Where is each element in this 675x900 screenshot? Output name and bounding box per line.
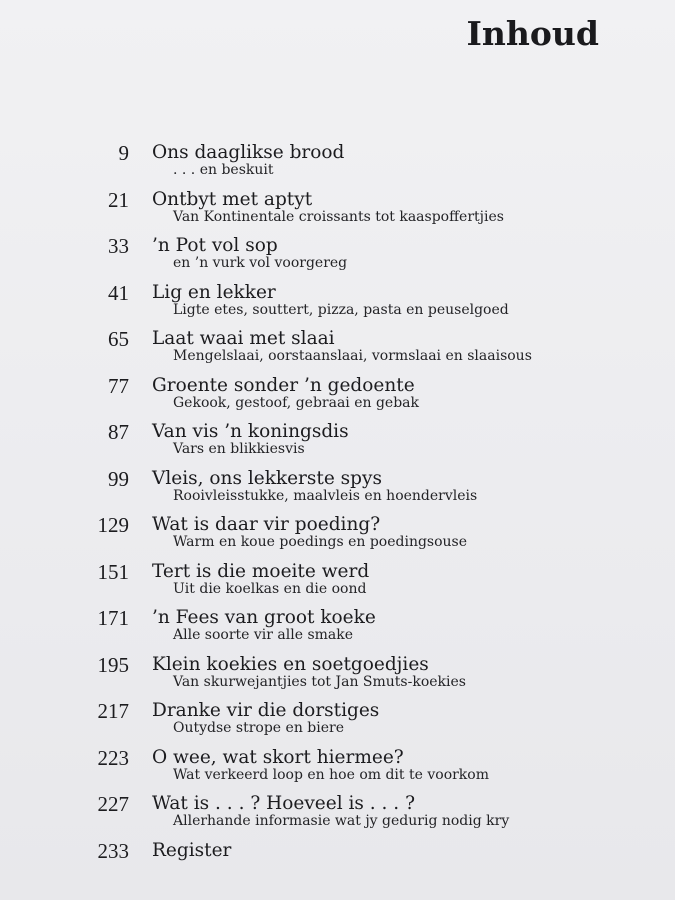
toc-entry	[0, 233, 675, 280]
page-number: 33	[108, 234, 129, 258]
page-number: 21	[108, 187, 129, 212]
chapter-title: ’n Fees van groot koeke	[152, 607, 376, 628]
toc-entry	[0, 838, 675, 885]
toc-entry	[0, 280, 675, 327]
chapter-subtitle: Outydse strope en biere	[173, 720, 344, 736]
page-number: 233	[97, 838, 129, 863]
chapter-title: Wat is daar vir poeding?	[152, 514, 381, 535]
page-number: 9	[118, 141, 129, 165]
chapter-subtitle: Alle soorte vir alle smake	[173, 627, 354, 643]
page-number: 87	[108, 420, 129, 444]
chapter-subtitle: . . . en beskuit	[173, 162, 274, 178]
table-of-contents	[0, 140, 675, 884]
chapter-subtitle: Van Kontinentale croissants tot kaaspoffertjies	[173, 208, 504, 225]
chapter-title: Wat is . . . ? Hoeveel is . . . ?	[152, 793, 415, 814]
chapter-title: Laat waai met slaai	[152, 328, 335, 349]
chapter-title: Groente sonder ’n gedoente	[152, 374, 415, 396]
toc-entry	[0, 326, 675, 373]
chapter-title: Klein koekies en soetgoedjies	[152, 653, 429, 675]
page-number: 65	[108, 327, 129, 351]
page-number: 99	[108, 466, 129, 491]
chapter-title: Vleis, ons lekkerste spys	[152, 467, 382, 489]
chapter-subtitle: Rooivleisstukke, maalvleis en hoendervleis	[173, 487, 478, 504]
chapter-subtitle: Van skurwejantjies tot Jan Smuts-koekies	[173, 673, 466, 690]
page-number: 227	[97, 792, 129, 816]
chapter-title: Register	[152, 839, 232, 861]
chapter-subtitle: en ’n vurk vol voorgereg	[173, 255, 348, 271]
page-number: 41	[108, 280, 129, 305]
toc-entry	[0, 373, 675, 420]
page-number: 223	[97, 745, 129, 770]
page-number: 129	[97, 513, 129, 537]
page-number: 217	[97, 699, 129, 723]
toc-entry	[0, 791, 675, 838]
toc-entry	[0, 605, 675, 652]
toc-entry	[0, 512, 675, 559]
toc-entry	[0, 559, 675, 606]
chapter-subtitle: Mengelslaai, oorstaanslaai, vormslaai en slaaisous	[173, 348, 532, 364]
page-title: Inhoud	[466, 14, 599, 53]
chapter-title: Dranke vir die dorstiges	[152, 700, 380, 721]
toc-entry	[0, 419, 675, 466]
chapter-title: Ons daaglikse brood	[152, 142, 345, 163]
chapter-subtitle: Uit die koelkas en die oond	[173, 580, 367, 597]
chapter-subtitle: Allerhande informasie wat jy gedurig nodig kry	[173, 813, 510, 829]
toc-entry	[0, 745, 675, 792]
page-number: 195	[97, 652, 129, 677]
toc-entry	[0, 652, 675, 699]
toc-entry	[0, 698, 675, 745]
chapter-title: O wee, wat skort hiermee?	[152, 746, 404, 768]
page-number: 77	[108, 373, 129, 398]
chapter-subtitle: Ligte etes, souttert, pizza, pasta en peuselgoed	[173, 301, 509, 318]
chapter-title: Lig en lekker	[152, 281, 276, 303]
page-number: 151	[97, 559, 129, 584]
chapter-subtitle: Gekook, gestoof, gebraai en gebak	[173, 394, 420, 411]
toc-entry	[0, 187, 675, 234]
chapter-subtitle: Warm en koue poedings en poedingsouse	[173, 534, 468, 550]
chapter-subtitle: Vars en blikkiesvis	[173, 441, 305, 457]
chapter-title: Tert is die moeite werd	[152, 560, 370, 582]
page-number: 171	[97, 606, 129, 630]
toc-entry	[0, 140, 675, 187]
chapter-title: Van vis ’n koningsdis	[152, 421, 349, 442]
chapter-title: ’n Pot vol sop	[152, 235, 278, 256]
chapter-title: Ontbyt met aptyt	[152, 188, 313, 210]
chapter-subtitle: Wat verkeerd loop en hoe om dit te voorkom	[173, 766, 489, 783]
toc-entry	[0, 466, 675, 513]
